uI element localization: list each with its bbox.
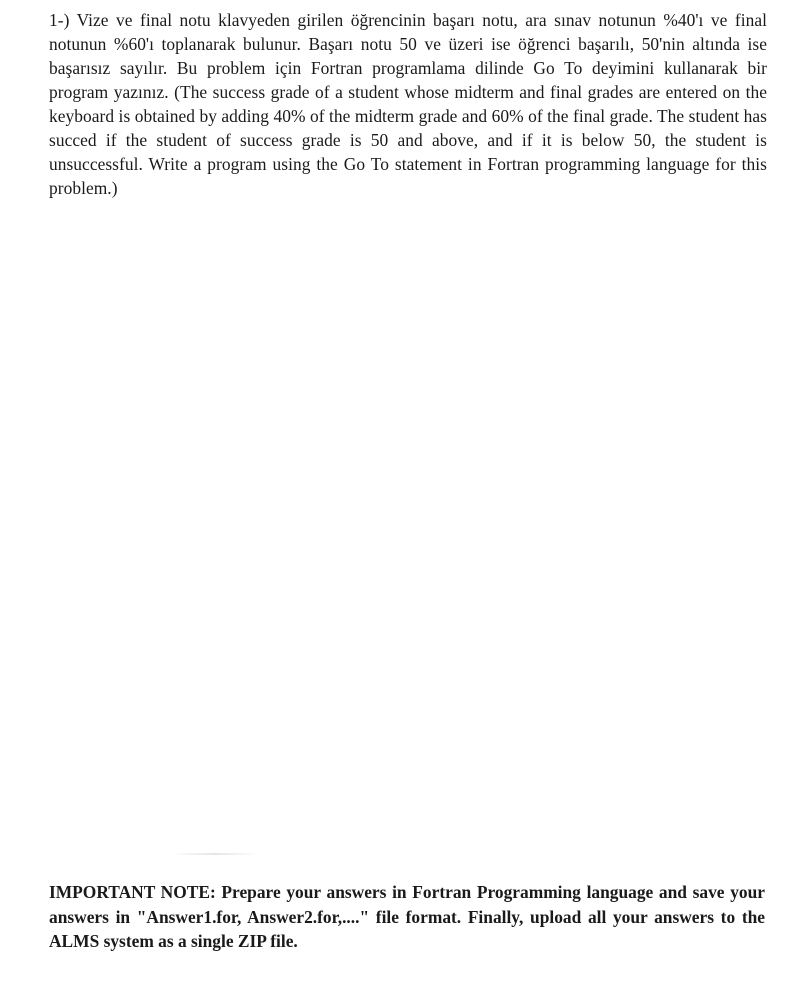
- question-1-text: 1-) Vize ve final notu klavyeden girilen öğrencinin başarı notu, ara sınav notunun %40'ı ve final notunun %60'ı toplanarak bulunur. Başarı notu 50 ve üzeri ise öğrenci başarılı, 50'nin altında ise başarısız sayılır. Bu problem için Fortran programlama dilinde Go To deyimini kullanarak bir program yazınız. (The success grade of a student whose midterm and final grades are entered on the keyboard is obtained by adding 40% of the midterm grade and 60% of the final grade. The student has succed if the student of success grade is 50 and above, and if it is below 50, the student is unsuccessful. Write a program using the Go To statement in Fortran programming language for this problem.): [49, 10, 767, 198]
- scan-artifact-line: [170, 853, 260, 855]
- important-note: IMPORTANT NOTE: Prepare your answers in Fortran Programming language and save your answers in "Answer1.for, Answer2.for,...." file format. Finally, upload all your answers to the ALMS system as a single ZIP file.: [49, 882, 765, 951]
